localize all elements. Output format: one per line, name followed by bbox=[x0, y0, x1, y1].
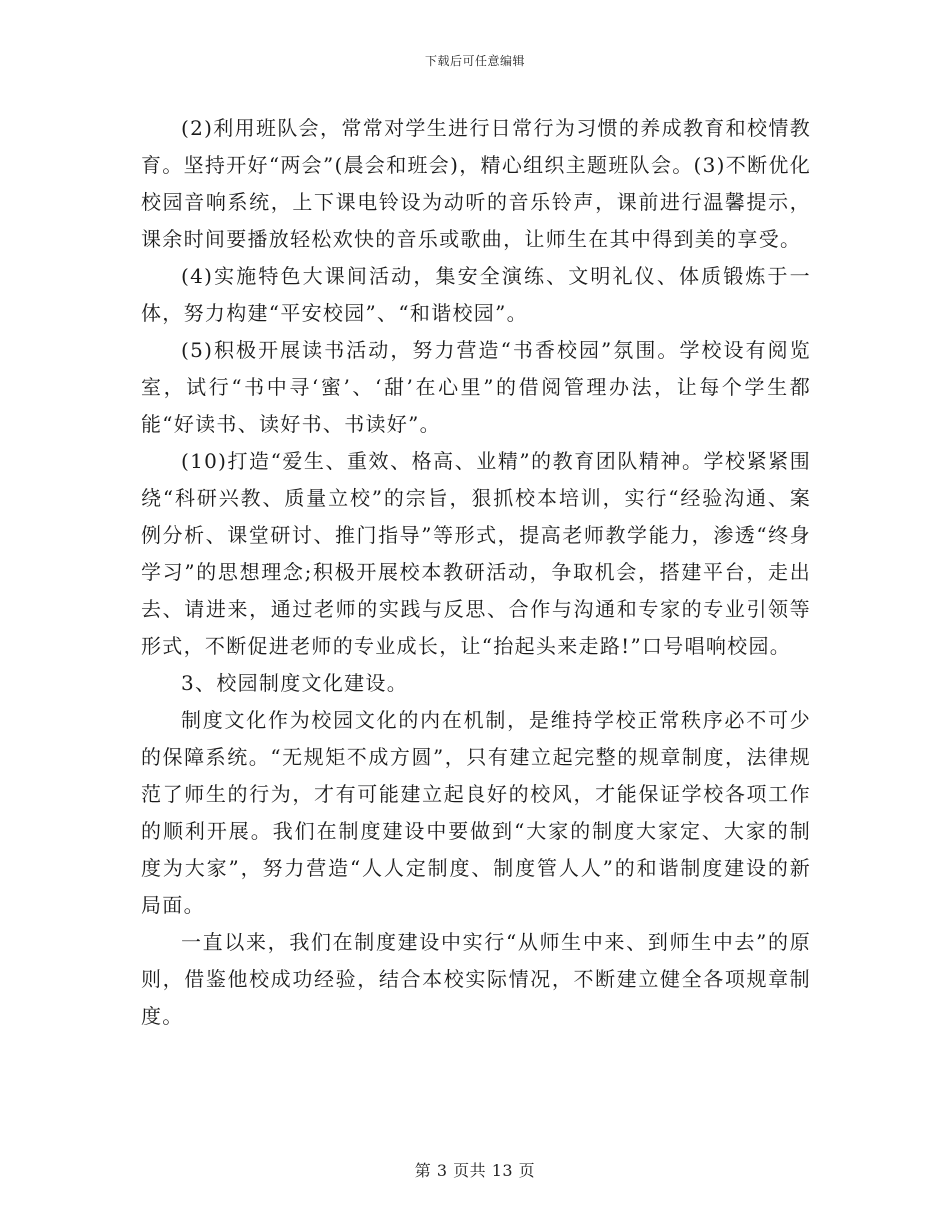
paragraph-item-5: (5)积极开展读书活动，努力营造“书香校园”氛围。学校设有阅览室，试行“书中寻‘蜜’、‘甜’在心里”的借阅管理办法，让每个学生都能“好读书、读好书、书读好”。 bbox=[141, 338, 811, 436]
paragraph-item-4: (4)实施特色大课间活动，集安全演练、文明礼仪、体质锻炼于一体，努力构建“平安校园”、“和谐校园”。 bbox=[141, 264, 811, 325]
paragraph-item-10: (10)打造“爱生、重效、格高、业精”的教育团队精神。学校紧紧围绕“科研兴教、质量立校”的宗旨，狠抓校本培训，实行“经验沟通、案例分析、课堂研讨、推门指导”等形式，提高老师教学能力，渗透“终身学习”的思想理念;积极开展校本教研活动，争取机会，搭建平台，走出去、请进来，通过老师的实践与反思、合作与沟通和专家的专业引领等形式，不断促进老师的专业成长，让“抬起头来走路!”口号唱响校园。 bbox=[141, 449, 811, 658]
section-heading: 3、校园制度文化建设。 bbox=[181, 671, 409, 695]
document-body bbox=[141, 110, 811, 1035]
page-header: 下载后可任意编辑 bbox=[424, 54, 525, 68]
paragraph-system-culture: 制度文化作为校园文化的内在机制，是维持学校正常秩序必不可少的保障系统。“无规矩不成方圆”，只有建立起完整的规章制度，法律规范了师生的行为，才有可能建立起良好的校风，才能保证学校各项工作的顺利开展。我们在制度建设中要做到“大家的制度大家定、大家的制度为大家”，努力营造“人人定制度、制度管人人”的和谐制度建设的新局面。 bbox=[141, 708, 811, 917]
paragraph-item-2: (2)利用班队会，常常对学生进行日常行为习惯的养成教育和校情教育。坚持开好“两会”(晨会和班会)，精心组织主题班队会。(3)不断优化校园音响系统，上下课电铃设为动听的音乐铃声，课前进行温馨提示，课余时间要播放轻松欢快的音乐或歌曲，让师生在其中得到美的享受。 bbox=[141, 116, 811, 251]
paragraph-principle: 一直以来，我们在制度建设中实行“从师生中来、到师生中去”的原则，借鉴他校成功经验，结合本校实际情况，不断建立健全各项规章制度。 bbox=[141, 930, 811, 1028]
page-footer: 第 3 页共 13 页 bbox=[414, 1161, 536, 1180]
